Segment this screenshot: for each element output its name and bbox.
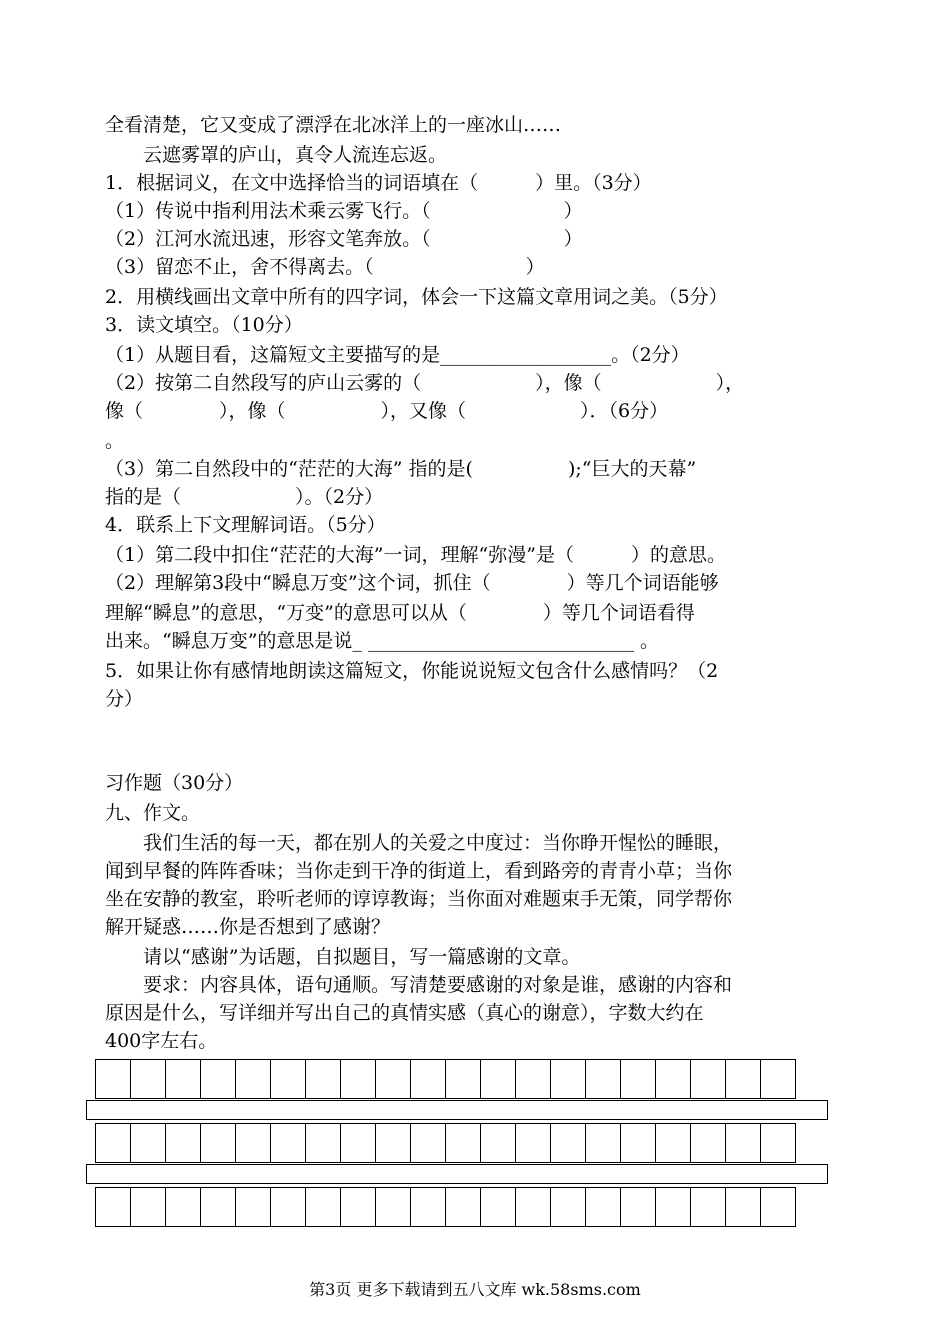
grid-row[interactable]	[95, 1059, 796, 1099]
text-line: 4．联系上下文理解词语。（5分）	[105, 514, 386, 536]
prompt-line: 坐在安静的教室，聆听老师的谆谆教诲；当你面对难题束手无策，同学帮你	[105, 888, 733, 910]
grid-cell[interactable]	[761, 1124, 796, 1163]
text-line: 像（ ），像（ ），又像（ ）．（6分）	[105, 400, 669, 422]
text-line: （2）江河水流迅速，形容文笔奔放。（ ）	[105, 228, 583, 250]
grid-cell[interactable]	[726, 1124, 761, 1163]
prompt-line: 解开疑惑……你是否想到了感谢？	[105, 916, 391, 938]
grid-cell[interactable]	[306, 1188, 341, 1227]
text-line: （2）按第二自然段写的庐山云雾的（ ），像（ ），	[105, 372, 745, 394]
requirement-line: 要求：内容具体，语句通顺。写清楚要感谢的对象是谁，感谢的内容和	[105, 974, 733, 996]
grid-cell[interactable]	[376, 1188, 411, 1227]
grid-cell[interactable]	[691, 1188, 726, 1227]
grid-cell[interactable]	[341, 1188, 376, 1227]
grid-cell[interactable]	[166, 1124, 201, 1163]
grid-cell[interactable]	[166, 1188, 201, 1227]
grid-row[interactable]	[95, 1123, 796, 1163]
grid-cell[interactable]	[586, 1124, 621, 1163]
grid-cell[interactable]	[586, 1060, 621, 1099]
text-line: （1）第二段中扣住“茫茫的大海”一词，理解“弥漫”是（ ）的意思。	[105, 544, 726, 566]
text-line: （3）留恋不止，舍不得离去。（ ）	[105, 256, 545, 278]
grid-cell[interactable]	[761, 1060, 796, 1099]
grid-cell[interactable]	[341, 1124, 376, 1163]
text-line: （1）从题目看，这篇短文主要描写的是__________________。（2分）	[105, 344, 690, 366]
grid-cell[interactable]	[691, 1124, 726, 1163]
grid-cell[interactable]	[656, 1060, 691, 1099]
grid-cell[interactable]	[586, 1188, 621, 1227]
composition-heading: 九、作文。	[105, 802, 201, 824]
text-line: 全看清楚，它又变成了漂浮在北冰洋上的一座冰山……	[105, 114, 562, 136]
grid-cell[interactable]	[271, 1124, 306, 1163]
grid-cell[interactable]	[376, 1060, 411, 1099]
grid-cell[interactable]	[236, 1188, 271, 1227]
grid-cell[interactable]	[761, 1188, 796, 1227]
grid-cell[interactable]	[96, 1124, 131, 1163]
grid-cell[interactable]	[131, 1124, 166, 1163]
text-line: 分）	[105, 688, 144, 710]
text-line: 指的是（ ）。（2分）	[105, 486, 384, 508]
text-line: 5．如果让你有感情地朗读这篇短文，你能说说短文包含什么感情吗？（2	[105, 660, 719, 682]
grid-cell[interactable]	[201, 1124, 236, 1163]
grid-cell[interactable]	[411, 1060, 446, 1099]
text-line: （1）传说中指利用法术乘云雾飞行。（ ）	[105, 200, 583, 222]
text-line: 出来。“瞬息万变”的意思是说_ ____________________________ 。	[105, 630, 660, 652]
grid-cell[interactable]	[306, 1124, 341, 1163]
section-title: 习作题（30分）	[105, 772, 244, 794]
grid-cell[interactable]	[166, 1060, 201, 1099]
grid-separator	[86, 1100, 828, 1120]
grid-cell[interactable]	[446, 1124, 481, 1163]
text-line: 2．用横线画出文章中所有的四字词，体会一下这篇文章用词之美。（5分）	[105, 286, 728, 308]
grid-cell[interactable]	[516, 1060, 551, 1099]
prompt-line: 闻到早餐的阵阵香味；当你走到干净的街道上，看到路旁的青青小草；当你	[105, 860, 733, 882]
text-line: 1．根据词义，在文中选择恰当的词语填在（ ）里。（3分）	[105, 172, 652, 194]
text-line: （2）理解第3段中“瞬息万变”这个词，抓住（ ）等几个词语能够	[105, 572, 719, 594]
prompt-line: 我们生活的每一天，都在别人的关爱之中度过：当你睁开惺忪的睡眼，	[105, 832, 733, 854]
grid-cell[interactable]	[481, 1060, 516, 1099]
grid-cell[interactable]	[516, 1188, 551, 1227]
grid-cell[interactable]	[726, 1188, 761, 1227]
grid-cell[interactable]	[236, 1060, 271, 1099]
text-line: 。	[105, 430, 125, 452]
grid-cell[interactable]	[201, 1060, 236, 1099]
grid-cell[interactable]	[201, 1188, 236, 1227]
text-line: 理解“瞬息”的意思，“万变”的意思可以从（ ）等几个词语看得	[105, 602, 695, 624]
grid-cell[interactable]	[621, 1188, 656, 1227]
grid-cell[interactable]	[411, 1124, 446, 1163]
grid-cell[interactable]	[376, 1124, 411, 1163]
grid-cell[interactable]	[446, 1188, 481, 1227]
grid-cell[interactable]	[271, 1188, 306, 1227]
grid-cell[interactable]	[551, 1188, 586, 1227]
grid-separator	[86, 1164, 828, 1184]
requirement-line: 原因是什么，写详细并写出自己的真情实感（真心的谢意），字数大约在	[105, 1002, 704, 1024]
prompt-line: 请以“感谢”为话题，自拟题目，写一篇感谢的文章。	[105, 946, 581, 968]
requirement-line: 400字左右。	[105, 1030, 218, 1052]
grid-cell[interactable]	[481, 1188, 516, 1227]
grid-cell[interactable]	[96, 1188, 131, 1227]
grid-row[interactable]	[95, 1187, 796, 1227]
grid-cell[interactable]	[271, 1060, 306, 1099]
grid-cell[interactable]	[96, 1060, 131, 1099]
grid-cell[interactable]	[656, 1124, 691, 1163]
grid-cell[interactable]	[236, 1124, 271, 1163]
grid-cell[interactable]	[691, 1060, 726, 1099]
text-line: 3．读文填空。（10分）	[105, 314, 303, 336]
grid-cell[interactable]	[516, 1124, 551, 1163]
grid-cell[interactable]	[131, 1188, 166, 1227]
grid-cell[interactable]	[131, 1060, 166, 1099]
grid-cell[interactable]	[446, 1060, 481, 1099]
grid-cell[interactable]	[481, 1124, 516, 1163]
grid-cell[interactable]	[726, 1060, 761, 1099]
grid-cell[interactable]	[306, 1060, 341, 1099]
grid-cell[interactable]	[551, 1124, 586, 1163]
page-footer: 第3页 更多下载请到五八文库 wk.58sms.com	[309, 1280, 641, 1299]
grid-cell[interactable]	[551, 1060, 586, 1099]
grid-cell[interactable]	[656, 1188, 691, 1227]
grid-cell[interactable]	[341, 1060, 376, 1099]
text-line: 云遮雾罩的庐山，真令人流连忘返。	[105, 144, 448, 166]
text-line: （3）第二自然段中的“茫茫的大海” 指的是( );“巨大的天幕”	[105, 458, 697, 480]
grid-cell[interactable]	[411, 1188, 446, 1227]
grid-cell[interactable]	[621, 1124, 656, 1163]
grid-cell[interactable]	[621, 1060, 656, 1099]
